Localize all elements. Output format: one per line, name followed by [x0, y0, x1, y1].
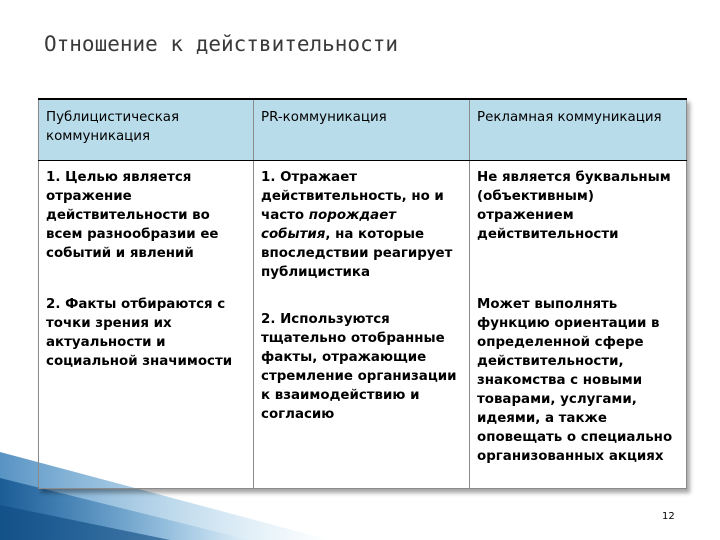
slide-title: Отношение к действительности	[44, 32, 399, 56]
comparison-table	[38, 98, 687, 489]
cell-text: 1. Отражает действительность, но и часто	[261, 170, 444, 223]
page-number: 12	[662, 511, 675, 522]
table-cell: Может выполнять функцию ориентации в определенной сфере действительности, знакомства с новыми товарами, услугами, идеями, а также оповещать о специально организованных акциях	[470, 288, 687, 489]
table-cell: Не является буквальным (объективным) отражением действительности	[470, 161, 687, 289]
table-header-row	[39, 99, 687, 161]
cell-emphasis: порождает события	[261, 208, 397, 242]
table-cell: 1. Целью является отражение действительности во всем разнообразии ее событий и явлений	[39, 161, 254, 289]
table-row	[39, 288, 687, 489]
header-cell: Публицистическая коммуникация	[39, 99, 254, 161]
table-cell: 2. Факты отбираются с точки зрения их актуальности и социальной значимости	[39, 288, 254, 489]
header-cell: PR-коммуникация	[254, 99, 470, 161]
table-cell: 2. Используются тщательно отобранные факты, отражающие стремление организации к взаимодействию и согласию	[254, 288, 470, 489]
table-cell	[254, 161, 470, 289]
cell-text: , на которые впоследствии реагирует публицистика	[261, 227, 453, 280]
header-cell: Рекламная коммуникация	[470, 99, 687, 161]
table-row	[39, 161, 687, 289]
